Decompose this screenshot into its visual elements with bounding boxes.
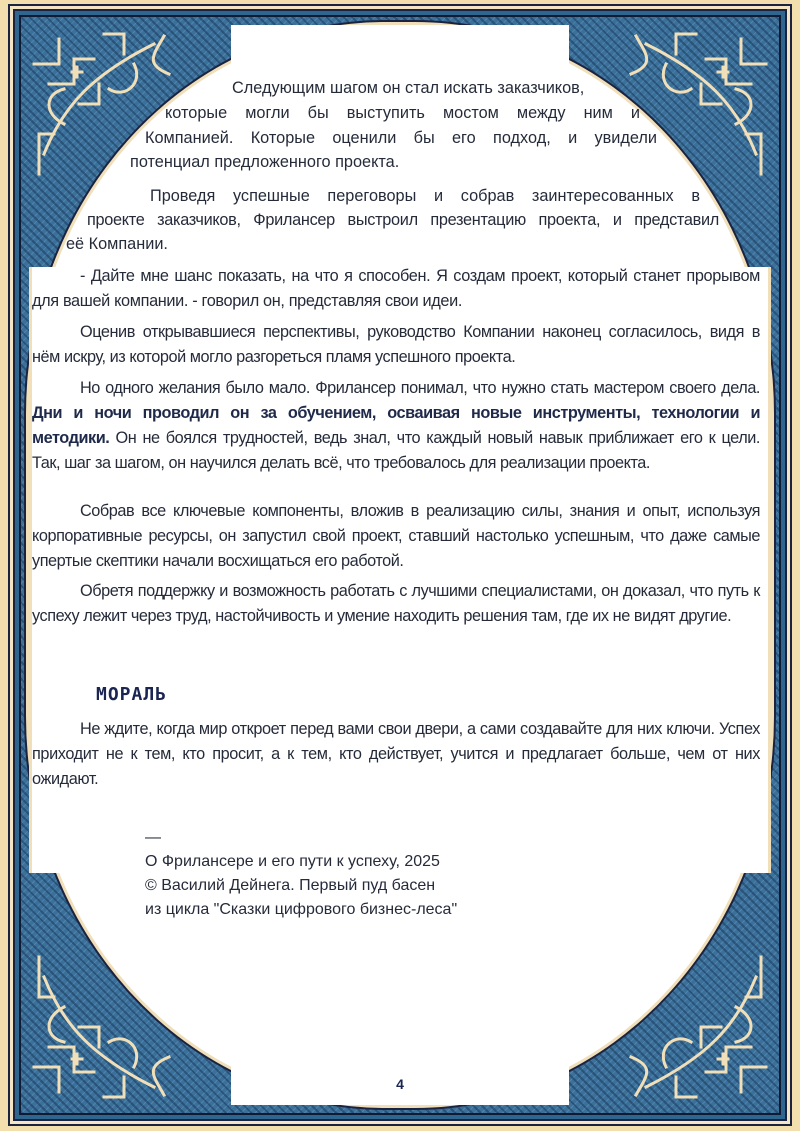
paragraph-6: Собрав все ключевые компоненты, вложив в реализацию силы, знания и опыт, используя корпоративные ресурсы, он запустил свой проект, ставший настолько успешным, что даже самые упертые скептики начали восхищаться его работой. [32,502,760,570]
signature-block [145,826,457,922]
paragraph-3: - Дайте мне шанс показать, на что я способен. Я создам проект, который станет прорывом для вашей компании. - говорил он, представляя свои идеи. [32,267,760,310]
paragraph-5-bold-text: Дни и ночи проводил он за обучением, осваивая новые инструменты, технологии и методики. [32,404,760,447]
paragraph-5 [32,376,760,476]
signature-series: из цикла "Сказки цифрового бизнес-леса" [145,901,458,918]
signature-dash: — [145,829,161,846]
paragraph-2-line-1: Проведя успешные переговоры и собрав заинтересованных в [150,187,700,205]
paragraph-5-text-before: Но одного желания было мало. Фрилансер понимал, что нужно стать мастером своего дела. [80,379,760,397]
signature-copyright: © Василий Дейнега. Первый пуд басен [145,877,436,894]
paragraph-1-line-3: Компанией. Которые оценили бы его подход, и увидели [145,129,657,147]
moral-text: Не ждите, когда мир откроет перед вами свои двери, а сами создавайте для них ключи. Успех приходит не к тем, кто просит, а к тем, кто действует, учится и предлагает больше, чем от них ожидают. [32,720,760,788]
paragraph-7: Обретя поддержку и возможность работать с лучшими специалистами, он доказал, что путь к успеху лежит через труд, настойчивость и умение находить решения там, где их не видят другие. [32,582,760,625]
paragraph-5-text-after: Он не боялся трудностей, ведь знал, что каждый новый навык приближает его к цели. Так, шаг за шагом, он научился делать всё, что требовалось для реализации проекта. [32,429,760,472]
paragraph-1-line-4: потенциал предложенного проекта. [130,153,400,171]
paragraph-2-line-2: проекте заказчиков, Фрилансер выстроил презентацию проекта, и представил [87,211,719,229]
paragraph-1-line-2: которые могли бы выступить мостом между ним и [165,104,640,122]
paragraph-2-line-3: её Компании. [66,235,168,253]
moral-heading: МОРАЛЬ [96,684,168,705]
signature-title: О Фрилансере и его пути к успеху, 2025 [145,853,440,870]
page-number: 4 [396,1076,404,1092]
paragraph-1-line-1: Следующим шагом он стал искать заказчиков, [232,79,585,97]
paragraph-4: Оценив открывавшиеся перспективы, руководство Компании наконец согласилось, видя в нём искру, из которой могло разгореться пламя успешного проекта. [32,323,760,366]
